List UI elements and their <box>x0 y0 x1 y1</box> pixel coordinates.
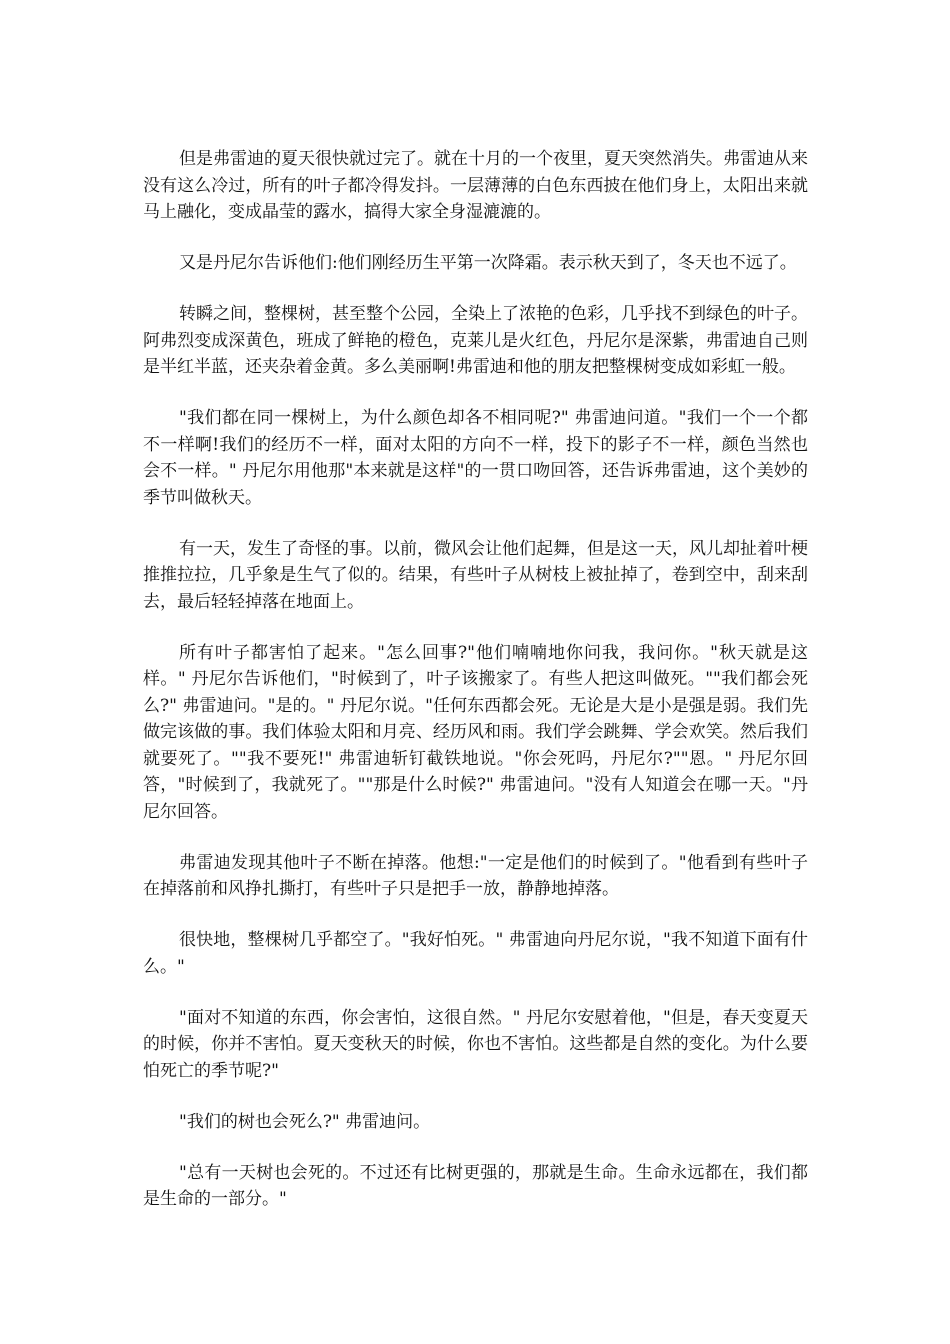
paragraph: 弗雷迪发现其他叶子不断在掉落。他想:"一定是他们的时候到了。"他看到有些叶子在掉落前和风挣扎撕打，有些叶子只是把手一放，静静地掉落。 <box>143 852 808 899</box>
paragraph: "总有一天树也会死的。不过还有比树更强的，那就是生命。生命永远都在，我们都是生命的一部分。" <box>143 1162 808 1209</box>
paragraph: "我们都在同一棵树上，为什么颜色却各不相同呢?" 弗雷迪问道。"我们一个一个都不一样啊!我们的经历不一样，面对太阳的方向不一样，投下的影子不一样，颜色当然也会不一样。" 丹尼尔用他那"本来就是这样"的一贯口吻回答，还告诉弗雷迪，这个美妙的季节叫做秋天。 <box>143 408 808 508</box>
paragraph: 所有叶子都害怕了起来。"怎么回事?"他们喃喃地你问我，我问你。"秋天就是这样。" 丹尼尔告诉他们，"时候到了，叶子该搬家了。有些人把这叫做死。""我们都会死么?" 弗雷迪问。"是的。" 丹尼尔说。"任何东西都会死。无论是大是小是强是弱。我们先做完该做的事。我们体验太阳和月亮、经历风和雨。我们学会跳舞、学会欢笑。然后我们就要死了。""我不要死!" 弗雷迪斩钉截铁地说。"你会死吗，丹尼尔?""恩。" 丹尼尔回答，"时候到了，我就死了。""那是什么时候?" 弗雷迪问。"没有人知道会在哪一天。"丹尼尔回答。 <box>143 642 808 822</box>
paragraph: 转瞬之间，整棵树，甚至整个公园，全染上了浓艳的色彩，几乎找不到绿色的叶子。阿弗烈变成深黄色，班成了鲜艳的橙色，克莱儿是火红色，丹尼尔是深紫，弗雷迪自己则是半红半蓝，还夹杂着金黄。多么美丽啊!弗雷迪和他的朋友把整棵树变成如彩虹一般。 <box>143 304 808 377</box>
paragraph: 又是丹尼尔告诉他们:他们刚经历生平第一次降霜。表示秋天到了，冬天也不远了。 <box>179 253 797 273</box>
document-page <box>143 146 808 1237</box>
paragraph: "面对不知道的东西，你会害怕，这很自然。" 丹尼尔安慰着他，"但是，春天变夏天的时候，你并不害怕。夏天变秋天的时候，你也不害怕。这些都是自然的变化。为什么要怕死亡的季节呢?" <box>143 1007 808 1081</box>
paragraph: 有一天，发生了奇怪的事。以前，微风会让他们起舞，但是这一天，风儿却扯着叶梗推推拉拉，几乎象是生气了似的。结果，有些叶子从树枝上被扯掉了，卷到空中，刮来刮去，最后轻轻掉落在地面上。 <box>143 538 808 612</box>
paragraph: 很快地，整棵树几乎都空了。"我好怕死。" 弗雷迪向丹尼尔说，"我不知道下面有什么。" <box>143 930 808 977</box>
paragraph: 但是弗雷迪的夏天很快就过完了。就在十月的一个夜里，夏天突然消失。弗雷迪从来没有这么冷过，所有的叶子都冷得发抖。一层薄薄的白色东西披在他们身上，太阳出来就马上融化，变成晶莹的露水，搞得大家全身湿漉漉的。 <box>143 149 808 222</box>
paragraph: "我们的树也会死么?" 弗雷迪问。 <box>179 1111 431 1132</box>
